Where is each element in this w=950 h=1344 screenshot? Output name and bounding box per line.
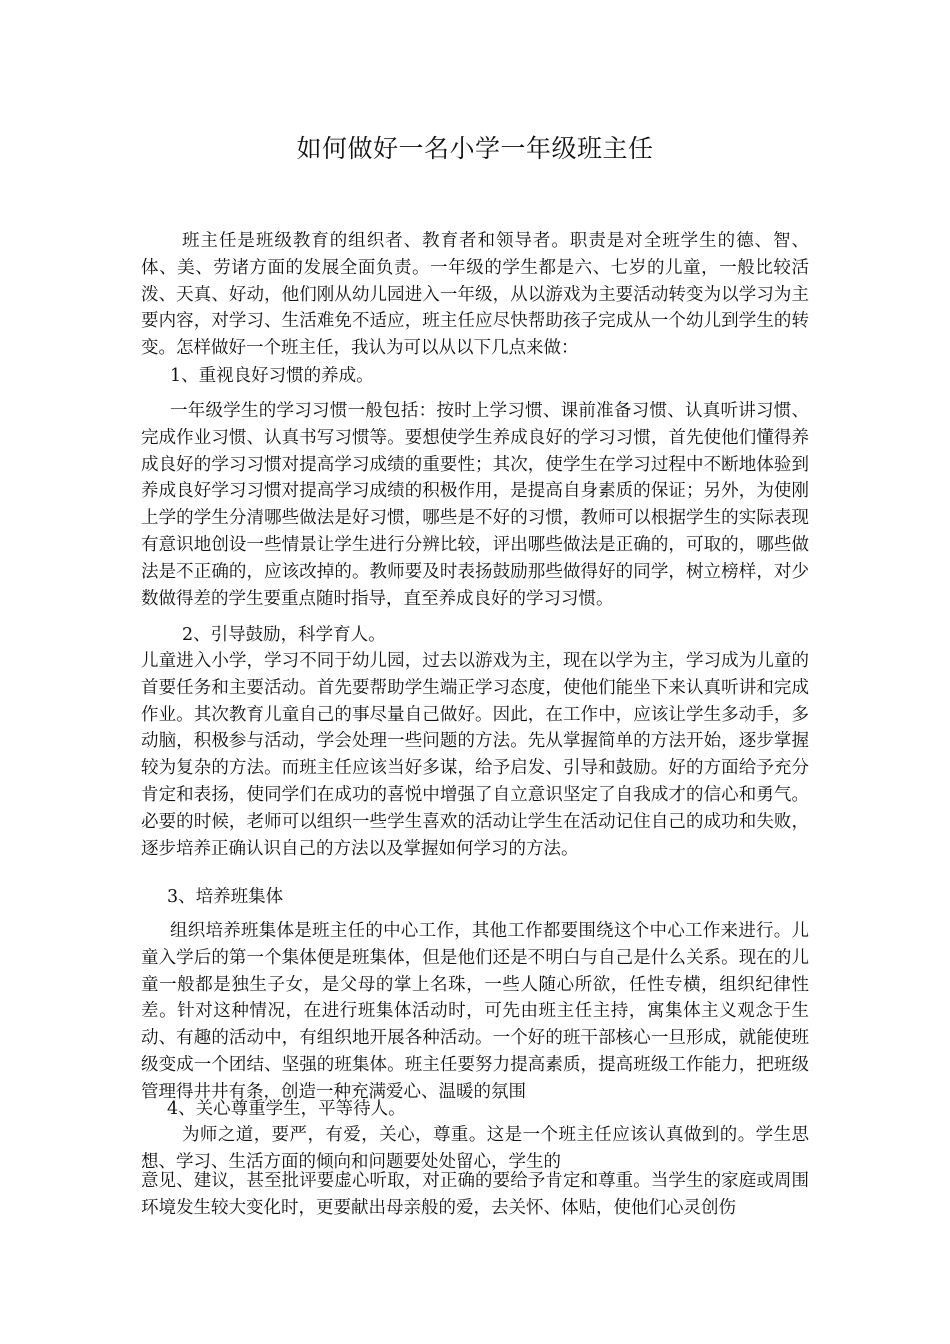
section-1-heading: 1、重视良好习惯的养成。 — [170, 366, 374, 386]
section-4-body-line1: 为师之道，要严，有爱，关心，尊重。这是一个班主任应该认真做到的。学生思想、学习、生活方面的倾向和问题要处处留心，学生的 — [141, 1125, 809, 1172]
intro-paragraph: 班主任是班级教育的组织者、教育者和领导者。职责是对全班学生的德、智、体、美、劳诸方面的发展全面负责。一年级的学生都是六、七岁的儿童，一般比较活泼、天真、好动，他们刚从幼儿园进入一年级，从以游戏为主要活动转变为以学习为主要内容，对学习、生活难免不适应，班主任应尽快帮助孩子完成从一个幼儿到学生的转变。怎样做好一个班主任，我认为可以从以下几点来做： — [141, 231, 809, 359]
section-1-body: 一年级学生的学习习惯一般包括：按时上学习惯、课前准备习惯、认真听讲习惯、完成作业习惯、认真书写习惯等。要想使学生养成良好的学习习惯，首先使他们懂得养成良好的学习习惯对提高学习成绩的重要性；其次，使学生在学习过程中不断地体验到养成良好学习习惯对提高学习成绩的积极作用，是提高自身素质的保证；另外，为使刚上学的学生分清哪些做法是好习惯，哪些是不好的习惯，教师可以根据学生的实际表现有意识地创设一些情景让学生进行分辨比较，评出哪些做法是正确的，可取的，哪些做法是不正确的，应该改掉的。教师要及时表扬鼓励那些做得好的同学，树立榜样，对少数做得差的学生要重点随时指导，直至养成良好的学习习惯。 — [141, 401, 809, 609]
section-2-body: 儿童进入小学，学习不同于幼儿园，过去以游戏为主，现在以学为主，学习成为儿童的首要任务和主要活动。首先要帮助学生端正学习态度，使他们能坐下来认真听讲和完成作业。其次教育儿童自己的事尽量自己做好。因此，在工作中，应该让学生多动手，多动脑，积极参与活动，学会处理一些问题的方法。先从掌握简单的方法开始，逐步掌握较为复杂的方法。而班主任应该当好多谋，给予启发、引导和鼓励。好的方面给予充分肯定和表扬，使同学们在成功的喜悦中增强了自立意识坚定了自我成才的信心和勇气。必要的时候，老师可以组织一些学生喜欢的活动让学生在活动记住自己的成功和失败，逐步培养正确认识自己的方法以及掌握如何学习的方法。 — [141, 651, 809, 859]
section-3-heading: 3、培养班集体 — [167, 887, 284, 907]
section-4-heading: 4、关心尊重学生，平等待人。 — [167, 1099, 406, 1119]
document-title: 如何做好一名小学一年级班主任 — [296, 134, 654, 163]
section-2-heading: 2、引导鼓励，科学育人。 — [182, 625, 386, 645]
section-3-body: 组织培养班集体是班主任的中心工作，其他工作都要围绕这个中心工作来进行。儿童入学后的第一个集体便是班集体，但是他们还是不明白与自己是什么关系。现在的儿童一般都是独生子女，是父母的掌上名珠，一些人随心所欲，任性专横，组织纪律性差。针对这种情况，在进行班集体活动时，可先由班主任主持，寓集体主义观念于生动、有趣的活动中，有组织地开展各种活动。一个好的班干部核心一旦形成，就能使班级变成一个团结、坚强的班集体。班主任要努力提高素质，提高班级工作能力，把班级管理得井井有条，创造一种充满爱心、温暖的氛围 — [141, 921, 809, 1102]
section-4-body-line2: 意见、建议，甚至批评要虚心听取，对正确的要给予肯定和尊重。当学生的家庭或周围环境发生较大变化时，更要献出母亲般的爱，去关怀、体贴，使他们心灵创伤 — [141, 1171, 809, 1218]
